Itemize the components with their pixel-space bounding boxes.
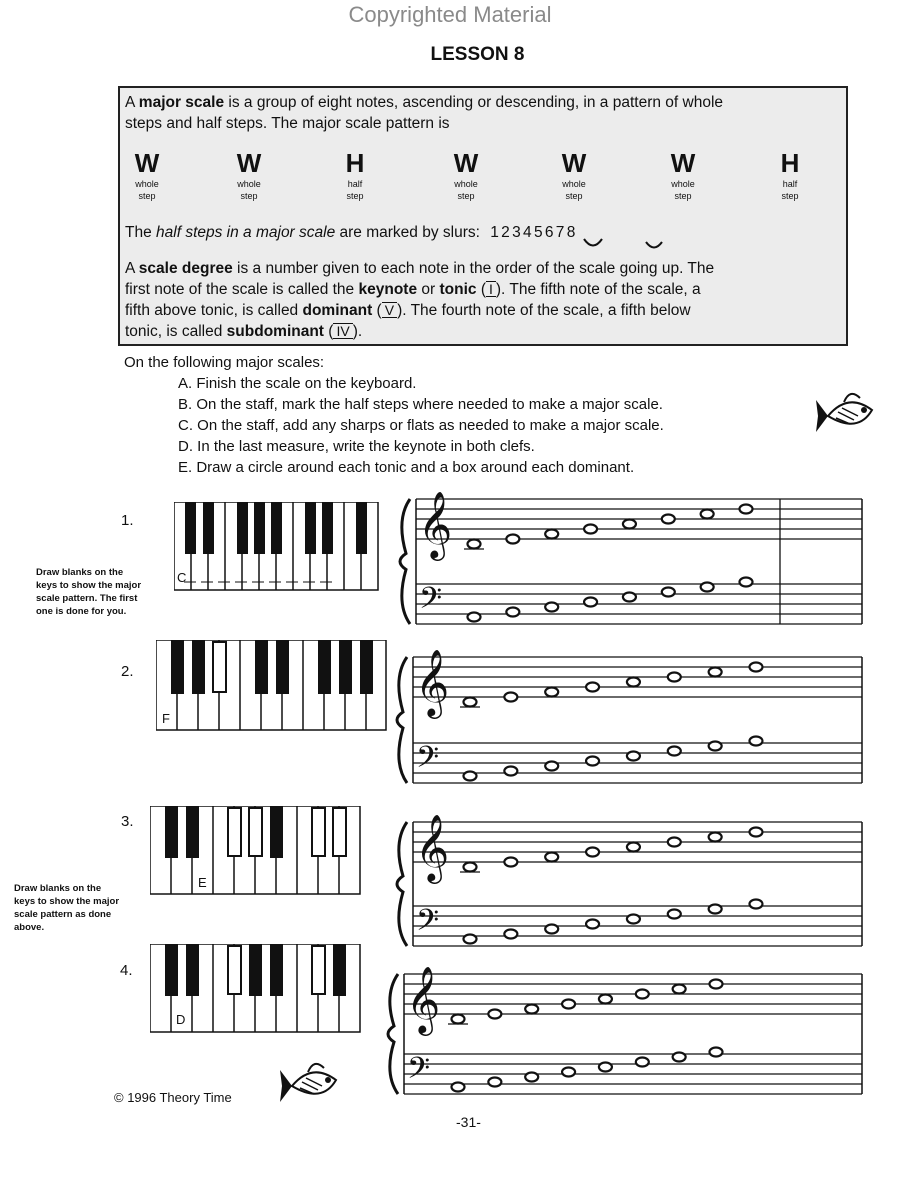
- brace: [397, 657, 407, 783]
- scale-degree-numbers: 1 2 3 4 5 6 7 8: [490, 224, 575, 241]
- major-scale-definition: A major scale is a group of eight notes, ascending or descending, in a pattern of whole steps and half steps. The major scale pattern is: [125, 94, 724, 132]
- bass-whole-note: [545, 925, 558, 934]
- treble-whole-note: [506, 535, 519, 544]
- keyboard-4-key-label: D: [176, 1012, 186, 1027]
- treble-whole-note: [586, 848, 599, 857]
- pattern-step-6: W whole step: [670, 148, 696, 201]
- scale-degree-definition: A scale degree is a number given to each note in the order of the scale going up. The first note of the scale is called the keynote or tonic ( I ). The fifth note of the scale, a fifth above tonic, is called dominant ( V ). The fourth note of the scale, a fifth below tonic, is called subdominant ( IV ).: [125, 260, 715, 340]
- half-steps-line: The half steps in a major scale are marked by slurs: 1 2 3 4 5 6 7 8: [125, 224, 575, 241]
- brace: [400, 499, 410, 624]
- bass-clef-icon: 𝄢: [407, 1052, 431, 1093]
- treble-clef-icon: 𝄞: [415, 813, 450, 881]
- treble-whole-note: [504, 858, 517, 867]
- roman-numeral-V: V: [382, 302, 397, 318]
- treble-whole-note: [673, 985, 686, 994]
- term-major-scale: major scale: [138, 94, 225, 111]
- page-number: -31-: [456, 1114, 481, 1130]
- treble-whole-note: [740, 505, 753, 514]
- bass-whole-note: [636, 1058, 649, 1067]
- bass-whole-note: [468, 613, 481, 622]
- treble-clef-icon: 𝄞: [415, 648, 450, 716]
- bass-whole-note: [623, 593, 636, 602]
- treble-whole-note: [701, 510, 714, 519]
- pattern-step-5: W whole step: [561, 148, 587, 201]
- side-note-2: Draw blanks on the keys to show the major scale pattern as done above.: [14, 883, 120, 933]
- treble-whole-note: [586, 683, 599, 692]
- brace: [397, 822, 407, 946]
- exercise-number-4: 4.: [120, 962, 133, 979]
- exercise-number-3: 3.: [121, 813, 134, 830]
- treble-whole-note: [545, 530, 558, 539]
- bass-whole-note: [668, 747, 681, 756]
- copyright-notice: © 1996 Theory Time: [114, 1090, 232, 1105]
- keyboard-1-key-label: C: [177, 570, 187, 585]
- bass-whole-note: [545, 762, 558, 771]
- pattern-step-1: W whole step: [134, 148, 160, 201]
- side-note-1: Draw blanks on the keys to show the major scale pattern. The first one is done for you.: [36, 567, 142, 617]
- bass-whole-note: [488, 1078, 501, 1087]
- bass-whole-note: [750, 737, 763, 746]
- fish-illustration-icon-2: [278, 1056, 344, 1118]
- bass-whole-note: [709, 742, 722, 751]
- bass-whole-note: [627, 752, 640, 761]
- treble-whole-note: [623, 520, 636, 529]
- bass-whole-note: [740, 578, 753, 587]
- brace: [388, 974, 398, 1094]
- copyright-watermark: Copyrighted Material: [348, 2, 552, 27]
- treble-whole-note: [545, 853, 558, 862]
- treble-whole-note: [636, 990, 649, 999]
- instruction-d: D. In the last measure, write the keynote in both clefs.: [178, 438, 535, 455]
- instruction-c: C. On the staff, add any sharps or flats as needed to make a major scale.: [178, 417, 664, 434]
- treble-whole-note: [488, 1010, 501, 1019]
- exercise-number-1: 1.: [121, 512, 134, 529]
- bass-whole-note: [452, 1083, 465, 1092]
- treble-whole-note: [662, 515, 675, 524]
- bass-clef-icon: 𝄢: [419, 582, 443, 623]
- treble-whole-note: [599, 995, 612, 1004]
- bass-whole-note: [464, 935, 477, 944]
- treble-whole-note: [709, 668, 722, 677]
- bass-whole-note: [710, 1048, 723, 1057]
- treble-whole-note: [710, 980, 723, 989]
- bass-whole-note: [584, 598, 597, 607]
- bass-whole-note: [586, 920, 599, 929]
- treble-whole-note: [464, 698, 477, 707]
- bass-whole-note: [599, 1063, 612, 1072]
- instructions-intro: On the following major scales:: [124, 354, 325, 371]
- treble-whole-note: [750, 663, 763, 672]
- roman-numeral-IV: IV: [333, 323, 352, 339]
- keyboard-2-key-label: F: [162, 711, 170, 726]
- treble-whole-note: [750, 828, 763, 837]
- bass-whole-note: [668, 910, 681, 919]
- pattern-step-4: W whole step: [453, 148, 479, 201]
- bass-whole-note: [525, 1073, 538, 1082]
- pattern-step-2: W whole step: [236, 148, 262, 201]
- bass-whole-note: [701, 583, 714, 592]
- bass-whole-note: [545, 603, 558, 612]
- treble-whole-note: [468, 540, 481, 549]
- bass-whole-note: [662, 588, 675, 597]
- roman-numeral-I: I: [486, 281, 496, 297]
- bass-whole-note: [506, 608, 519, 617]
- treble-whole-note: [452, 1015, 465, 1024]
- treble-clef-icon: 𝄞: [418, 490, 453, 558]
- treble-clef-icon: 𝄞: [406, 965, 441, 1033]
- treble-whole-note: [525, 1005, 538, 1014]
- treble-whole-note: [504, 693, 517, 702]
- treble-whole-note: [627, 678, 640, 687]
- instruction-e: E. Draw a circle around each tonic and a box around each dominant.: [178, 459, 635, 476]
- bass-whole-note: [586, 757, 599, 766]
- pattern-step-7: H half step: [780, 148, 800, 201]
- treble-whole-note: [545, 688, 558, 697]
- treble-whole-note: [627, 843, 640, 852]
- bass-whole-note: [562, 1068, 575, 1077]
- treble-whole-note: [562, 1000, 575, 1009]
- treble-whole-note: [584, 525, 597, 534]
- bass-whole-note: [504, 930, 517, 939]
- bass-clef-icon: 𝄢: [416, 741, 440, 782]
- bass-whole-note: [750, 900, 763, 909]
- bass-whole-note: [673, 1053, 686, 1062]
- treble-whole-note: [668, 838, 681, 847]
- lesson-title: LESSON 8: [430, 44, 525, 65]
- bass-clef-icon: 𝄢: [416, 904, 440, 945]
- bass-whole-note: [504, 767, 517, 776]
- exercise-number-2: 2.: [121, 663, 134, 680]
- keyboard-3-key-label: E: [198, 875, 207, 890]
- instruction-a: A. Finish the scale on the keyboard.: [178, 375, 417, 392]
- bass-whole-note: [464, 772, 477, 781]
- fish-illustration-icon: [814, 386, 884, 448]
- pattern-step-3: H half step: [345, 148, 365, 201]
- treble-whole-note: [464, 863, 477, 872]
- instruction-b: B. On the staff, mark the half steps where needed to make a major scale.: [178, 396, 663, 413]
- bass-whole-note: [627, 915, 640, 924]
- bass-whole-note: [709, 905, 722, 914]
- treble-whole-note: [709, 833, 722, 842]
- treble-whole-note: [668, 673, 681, 682]
